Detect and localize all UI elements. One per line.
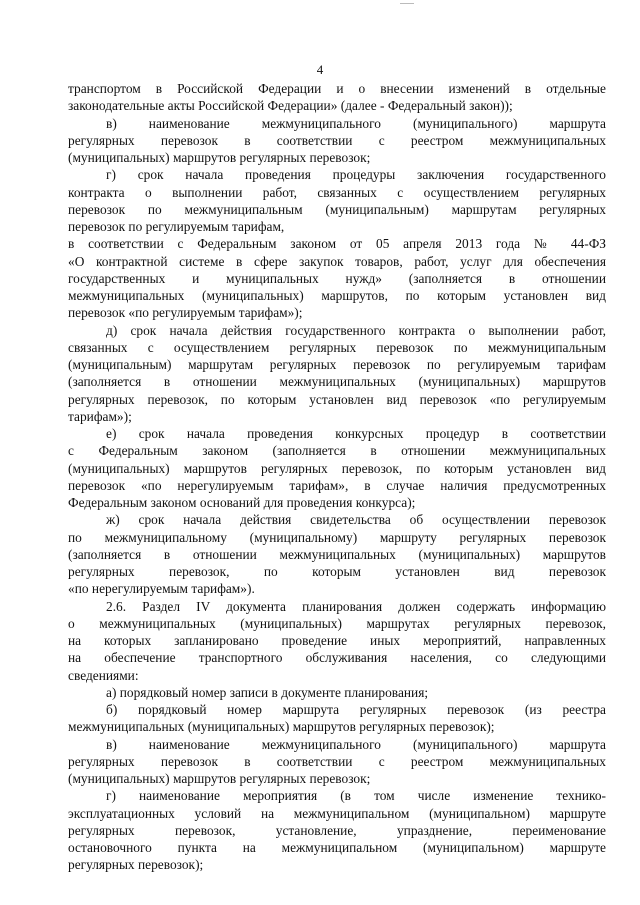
text-line: Федеральным законом оснований для проведения конкурса);	[68, 495, 416, 510]
text-line: «по нерегулируемым тарифам»).	[68, 581, 255, 597]
text-line: перевозок «по регулируемым тарифам»);	[68, 305, 303, 321]
text-line: а) порядковый номер записи в документе планирования;	[106, 684, 429, 700]
text-line: (муниципальных) маршрутов регулярных перевозок;	[68, 771, 371, 786]
text-line: «О контрактной системе в сфере закупок товаров, работ, услуг для обеспечения	[68, 253, 606, 269]
page-number: 4	[316, 62, 324, 77]
text-line: тарифам»);	[68, 408, 132, 424]
text-line: регулярных перевозок, по которым установлен вид перевозок	[68, 564, 606, 579]
text-line: б) порядковый номер маршрута регулярных перевозок (из реестра	[106, 702, 606, 717]
text-line: 2.6. Раздел IV документа планирования должен содержать информацию	[106, 598, 606, 614]
text-line: в) наименование межмуниципального (муниципального) маршрута	[106, 115, 606, 131]
text-line: с Федеральным законом (заполняется в отношении межмуниципальных	[68, 443, 606, 459]
text-line: о межмуниципальных (муниципальных) маршрутах регулярных перевозок,	[68, 615, 606, 631]
text-line: на которых запланировано проведение иных мероприятий, направленных	[68, 633, 606, 648]
text-line: транспортом в Российской Федерации и о внесении изменений в отдельные	[68, 81, 606, 96]
text-line: контракта о выполнении работ, связанных с осуществлением регулярных	[68, 184, 606, 200]
text-line: перевозок по регулируемым тарифам,	[68, 219, 285, 234]
text-line: перевозок «по нерегулируемым тарифам», в случае наличия предусмотренных	[68, 477, 606, 493]
text-line: остановочного пункта на межмуниципальном (муниципальном) маршруте	[68, 840, 606, 855]
text-line: эксплуатационных условий на межмуниципальном (муниципальном) маршруте	[68, 805, 606, 821]
text-line: регулярных перевозок, установление, упразднение, переименование	[68, 822, 606, 838]
text-line: межмуниципальных (муниципальных) маршрутов, по которым установлен вид	[68, 288, 606, 303]
text-line: в соответствии с Федеральным законом от 05 апреля 2013 года № 44-ФЗ	[68, 236, 606, 252]
text-line: г) срок начала проведения процедуры заключения государственного	[106, 167, 606, 183]
text-line: регулярных перевозок в соответствии с реестром межмуниципальных	[68, 132, 606, 148]
text-line: законодательные акты Российской Федерации» (далее - Федеральный закон));	[68, 98, 513, 114]
text-line: (муниципальных) маршрутов регулярных перевозок, по которым установлен вид	[68, 460, 606, 476]
text-line: регулярных перевозок в соответствии с реестром межмуниципальных	[68, 753, 606, 769]
text-line: по межмуниципальному (муниципальному) маршруту регулярных перевозок	[68, 529, 606, 545]
text-line: (заполняется в отношении межмуниципальных (муниципальных) маршрутов	[68, 546, 606, 562]
text-line: государственных и муниципальных нужд» (заполняется в отношении	[68, 270, 606, 286]
text-line: е) срок начала проведения конкурсных процедур в соответствии	[106, 426, 606, 441]
text-line: сведениями:	[68, 667, 139, 683]
text-line: регулярных перевозок, по которым установлен вид перевозок «по регулируемым	[68, 391, 606, 407]
scan-mark	[400, 0, 414, 4]
text-line: (муниципальных) маршрутов регулярных перевозок;	[68, 150, 371, 165]
text-line: (муниципальным) маршрутам регулярных перевозок по регулируемым тарифам	[68, 357, 606, 372]
text-line: перевозок по межмуниципальным (муниципальным) маршрутам регулярных	[68, 201, 606, 217]
text-line: д) срок начала действия государственного контракта о выполнении работ,	[106, 322, 606, 338]
text-line: в) наименование межмуниципального (муниципального) маршрута	[106, 736, 606, 752]
text-line: межмуниципальных (муниципальных) маршрутов регулярных перевозок);	[68, 719, 495, 735]
text-line: ж) срок начала действия свидетельства об осуществлении перевозок	[106, 512, 606, 528]
text-line: г) наименование мероприятия (в том числе изменение технико-	[106, 788, 606, 804]
text-line: (заполняется в отношении межмуниципальных (муниципальных) маршрутов	[68, 374, 606, 390]
text-line: на обеспечение транспортного обслуживания населения, со следующими	[68, 650, 606, 666]
text-line: связанных с осуществлением регулярных перевозок по межмуниципальным	[68, 339, 606, 355]
document-body	[68, 80, 606, 874]
text-line: регулярных перевозок);	[68, 857, 204, 873]
